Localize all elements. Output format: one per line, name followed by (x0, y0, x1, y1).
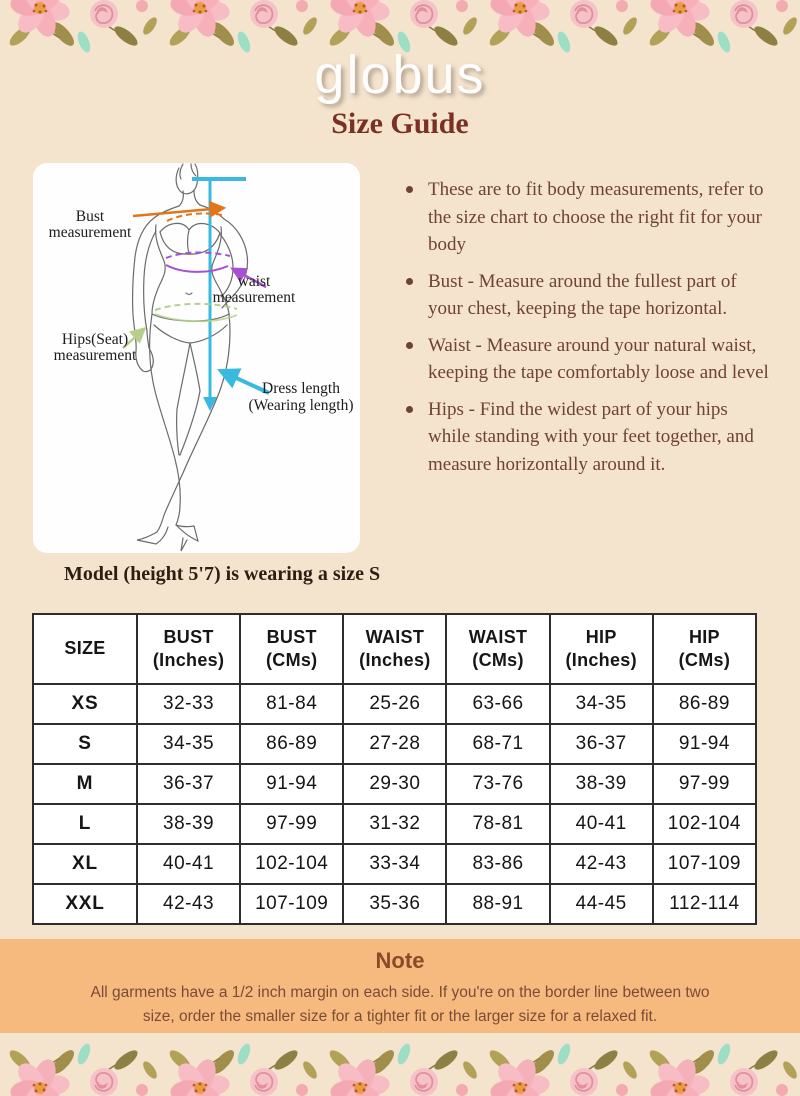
note-title: Note (375, 948, 425, 973)
col-header-waist-inches: WAIST (Inches) (343, 614, 446, 684)
col-header-hip-inches: HIP (Inches) (550, 614, 653, 684)
waist-label-line1: waist (237, 273, 271, 290)
table-row-xl: XL 40-41 102-104 33-34 83-86 42-43 107-109 (33, 844, 756, 884)
instruction-item (402, 396, 774, 479)
measurement-diagram-card (33, 163, 360, 553)
hips-label-line2: measurement (53, 347, 137, 364)
model-caption: Model (height 5'7) is wearing a size S (64, 563, 381, 585)
hips-label-line1: Hips(Seat) (61, 331, 129, 348)
table-row-m: M 36-37 91-94 29-30 73-76 38-39 97-99 (33, 764, 756, 804)
body-measurement-figure (33, 163, 360, 553)
bullet-icon (406, 342, 413, 349)
floral-border-bottom-image (0, 1038, 800, 1096)
bullet-icon (406, 278, 413, 285)
table-row-l: L 38-39 97-99 31-32 78-81 40-41 102-104 (33, 804, 756, 844)
instruction-item (402, 332, 774, 387)
instruction-text: Waist - Measure around your natural waist, keeping the tape comfortably loose and level (428, 334, 769, 384)
note-section (0, 939, 800, 1033)
instruction-text: Bust - Measure around the fullest part of your chest, keeping the tape horizontal. (428, 270, 737, 320)
page-title: Size Guide (331, 107, 469, 140)
bust-label-line1: Bust (75, 208, 105, 225)
instruction-item (402, 268, 774, 323)
col-header-waist-cms: WAIST (CMs) (446, 614, 549, 684)
instruction-item (402, 176, 774, 259)
brand-logo: globus (314, 45, 486, 105)
table-row-xs: XS 32-33 81-84 25-26 63-66 34-35 86-89 (33, 684, 756, 724)
col-header-bust-inches: BUST (Inches) (137, 614, 240, 684)
note-body: All garments have a 1/2 inch margin on each side. If you're on the border line between two size, order the smaller size for a tighter fit or the larger size for a relaxed fit. (90, 984, 710, 1026)
dress-label-line1: Dress length (262, 380, 340, 397)
instruction-text: These are to fit body measurements, refer to the size chart to choose the right fit for your body (428, 179, 764, 256)
col-header-hip-cms: HIP (CMs) (653, 614, 756, 684)
waist-label-line2: measurement (212, 289, 296, 306)
table-row-s: S 34-35 86-89 27-28 68-71 36-37 91-94 (33, 724, 756, 764)
instructions-list (402, 176, 774, 487)
diagram-labels (49, 208, 354, 414)
col-header-bust-cms: BUST (CMs) (240, 614, 343, 684)
col-header-size: SIZE (33, 614, 137, 684)
table-row-xxl: XXL 42-43 107-109 35-36 88-91 44-45 112-114 (33, 884, 756, 924)
dress-label-line2: (Wearing length) (248, 397, 354, 414)
bullet-icon (406, 186, 413, 193)
bullet-icon (406, 406, 413, 413)
figure-outline (133, 164, 248, 551)
bust-label-line2: measurement (48, 224, 132, 241)
table-header-row (33, 614, 756, 684)
instruction-text: Hips - Find the widest part of your hips while standing with your feet together, and measure horizontally around it. (428, 398, 754, 475)
size-chart-table (32, 613, 757, 925)
